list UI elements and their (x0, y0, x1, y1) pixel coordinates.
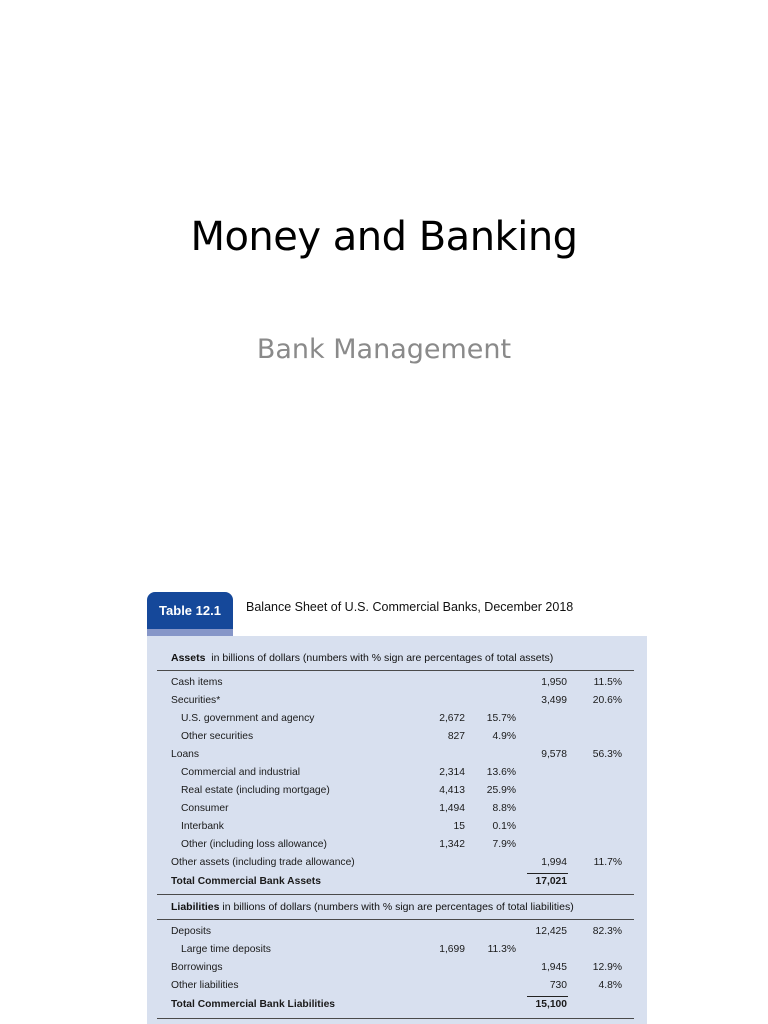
row-label: Total Commercial Bank Assets (171, 876, 321, 887)
row-label: Other assets (including trade allowance) (171, 857, 355, 868)
row-value: 15,100 (535, 999, 567, 1010)
row-pct: 4.8% (598, 980, 622, 991)
row-value: 3,499 (541, 695, 567, 706)
table-row (0, 980, 622, 998)
row-value: 9,578 (541, 749, 567, 760)
row-sub-pct: 4.9% (492, 731, 516, 742)
row-value: 12,425 (535, 926, 567, 937)
row-sub-value: 2,672 (439, 713, 465, 724)
liabilities-heading (171, 901, 574, 913)
row-sub-value: 4,413 (439, 785, 465, 796)
row-sub-pct: 13.6% (486, 767, 516, 778)
assets-heading (171, 652, 553, 664)
slide-subtitle: Bank Management (256, 334, 512, 365)
assets-heading-note: in billions of dollars (numbers with % sign are percentages of total assets) (211, 652, 554, 664)
table-number-tab: Table 12.1 (147, 592, 233, 629)
row-sub-pct: 0.1% (492, 821, 516, 832)
row-label: Other liabilities (171, 980, 239, 991)
assets-heading-label: Assets (171, 652, 206, 664)
row-label: Other securities (181, 731, 254, 742)
row-label: Consumer (181, 803, 229, 814)
row-label: Real estate (including mortgage) (181, 785, 330, 796)
row-label: Securities* (171, 695, 221, 706)
row-sub-value: 827 (447, 731, 465, 742)
liabilities-top-rule (157, 894, 634, 895)
row-sub-pct: 15.7% (486, 713, 516, 724)
table-row (0, 713, 516, 731)
table-row (0, 695, 622, 713)
table-row (0, 785, 516, 803)
row-pct: 56.3% (592, 749, 622, 760)
row-label: Large time deposits (181, 944, 271, 955)
row-label: Interbank (181, 821, 224, 832)
row-label: Loans (171, 749, 200, 760)
table-row (0, 839, 516, 857)
table-row (0, 749, 622, 767)
row-value: 1,945 (541, 962, 567, 973)
table-row (0, 926, 622, 944)
row-value: 1,950 (541, 677, 567, 688)
liabilities-bottom-rule (157, 1018, 634, 1019)
liabilities-heading-note: in billions of dollars (numbers with % sign are percentages of total liabilities) (222, 901, 574, 913)
table-row (0, 821, 516, 839)
row-pct: 20.6% (592, 695, 622, 706)
table-caption: Balance Sheet of U.S. Commercial Banks, December 2018 (246, 600, 574, 614)
row-label: Deposits (171, 926, 212, 937)
row-sub-value: 1,494 (439, 803, 465, 814)
row-sub-pct: 7.9% (492, 839, 516, 850)
row-value: 17,021 (535, 876, 567, 887)
table-row (0, 767, 516, 785)
row-label: Borrowings (171, 962, 223, 973)
row-sub-value: 1,699 (439, 944, 465, 955)
table-row-total (0, 876, 567, 894)
row-label: Cash items (171, 677, 223, 688)
row-label: Total Commercial Bank Liabilities (171, 999, 336, 1010)
assets-rule (157, 670, 634, 671)
row-pct: 82.3% (592, 926, 622, 937)
table-row (0, 731, 516, 749)
row-sub-value: 2,314 (439, 767, 465, 778)
row-sub-pct: 11.3% (487, 944, 516, 955)
table-row (0, 803, 516, 821)
subtotal-line (527, 996, 568, 997)
table-row (0, 677, 622, 695)
row-label: U.S. government and agency (181, 713, 315, 724)
table-row (0, 944, 516, 962)
row-sub-value: 15 (453, 821, 465, 832)
table-row (0, 962, 622, 980)
table-row-total (0, 999, 567, 1017)
row-label: Other (including loss allowance) (181, 839, 327, 850)
row-sub-pct: 8.8% (492, 803, 516, 814)
row-label: Commercial and industrial (181, 767, 301, 778)
row-value: 730 (549, 980, 567, 991)
table-row (0, 857, 622, 875)
row-pct: 11.5% (593, 677, 622, 688)
row-sub-pct: 25.9% (486, 785, 516, 796)
slide-title: Money and Banking (190, 214, 578, 260)
row-sub-value: 1,342 (439, 839, 465, 850)
liabilities-heading-label: Liabilities (171, 901, 220, 913)
table-tab-underline (147, 629, 233, 636)
row-value: 1,994 (541, 857, 567, 868)
row-pct: 12.9% (592, 962, 622, 973)
liabilities-rule (157, 919, 634, 920)
subtotal-line (527, 873, 568, 874)
row-pct: 11.7% (593, 857, 622, 868)
